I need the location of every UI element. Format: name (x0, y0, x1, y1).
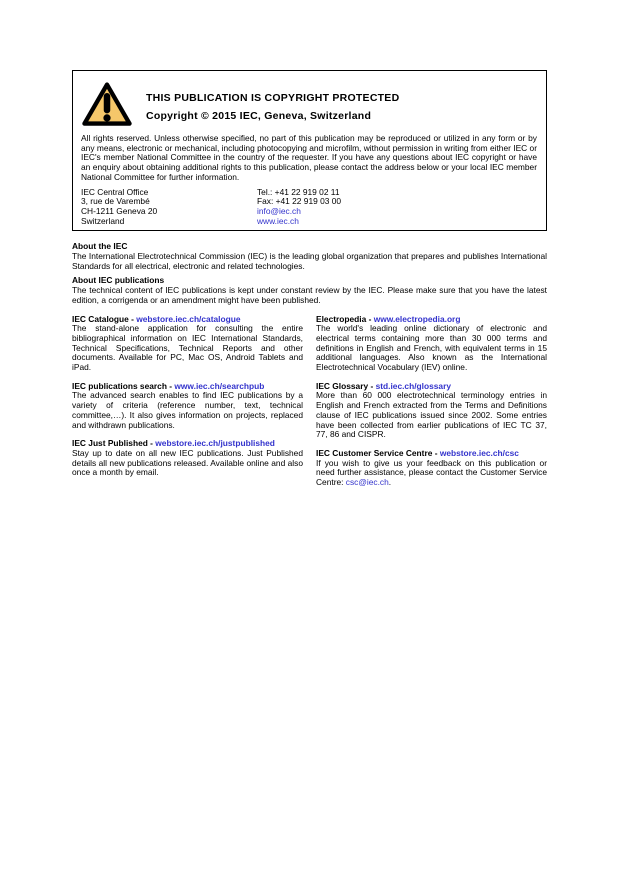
resource-label: IEC publications search - (72, 380, 175, 391)
resource-item-customer-service (316, 449, 547, 488)
resource-body: The advanced search enables to find IEC publications by a variety of criteria (reference number, text, technical committee,…). It also gives information on projects, replaced and withdrawn publications. (72, 390, 303, 430)
electropedia-link[interactable]: www.electropedia.org (373, 313, 461, 324)
resource-label: IEC Glossary - (316, 380, 376, 391)
address-line-street: 3, rue de Varembé (81, 196, 150, 207)
resource-item-glossary (316, 382, 547, 440)
address-line-city: CH-1211 Geneva 20 (81, 205, 158, 216)
section-about-publications (72, 276, 547, 305)
resource-item-just-published (72, 439, 303, 478)
csc-link[interactable]: webstore.iec.ch/csc (439, 447, 519, 458)
tel-line: Tel.: +41 22 919 02 11 (257, 186, 340, 197)
website-link[interactable]: www.iec.ch (257, 215, 299, 226)
resource-columns (72, 315, 547, 497)
resource-column-right (316, 315, 547, 497)
about-publications-heading: About IEC publications (72, 275, 165, 286)
email-link[interactable]: info@iec.ch (257, 205, 301, 216)
section-about-iec (72, 242, 547, 271)
resource-body: The world's leading online dictionary of electronic and electrical terms containing more than 30 000 terms and definitions in English and French, with equivalent terms in 15 additional languages. Also known as the International Electrotechnical Vocabulary (IEV) online. (316, 323, 547, 373)
searchpub-link[interactable]: www.iec.ch/searchpub (174, 380, 265, 391)
about-iec-heading: About the IEC (72, 241, 128, 252)
justpublished-link[interactable]: webstore.iec.ch/justpublished (155, 438, 275, 449)
resource-item-publications-search (72, 382, 303, 431)
resource-label: IEC Catalogue - (72, 313, 137, 324)
resource-body: The stand-alone application for consulting the entire bibliographical information on IEC International Standards, Technical Specifications, Technical Reports and other documents. Available for PC, Mac OS, Android Tablets and iPad. (72, 323, 303, 373)
resource-body-text: If you wish to give us your feedback on this publication or need further assistance, please contact the Customer Service Centre: (316, 457, 547, 488)
glossary-link[interactable]: std.iec.ch/glossary (375, 380, 451, 391)
resource-column-left (72, 315, 303, 497)
copyright-box (72, 70, 547, 231)
csc-email-link[interactable]: csc@iec.ch (345, 477, 389, 488)
resource-item-catalogue (72, 315, 303, 373)
resource-body: More than 60 000 electrotechnical terminology entries in English and French extracted from the Terms and Definitions clause of IEC publications issued since 2002. Some entries have been collected from earlier publications of IEC TC 37, 77, 86 and CISPR. (316, 390, 547, 440)
catalogue-link[interactable]: webstore.iec.ch/catalogue (136, 313, 241, 324)
resource-body-text: . (388, 477, 392, 488)
resource-label: IEC Customer Service Centre - (316, 447, 440, 458)
address-contact-column (257, 188, 433, 227)
resource-body: Stay up to date on all new IEC publications. Just Published details all new publications released. Available online and also once a month by email. (72, 447, 303, 478)
about-publications-body: The technical content of IEC publications is kept under constant review by the IEC. Please make sure that you have the latest edition, a corrigenda or an amendment might have been published. (72, 285, 547, 305)
address-postal-column (81, 188, 257, 227)
copyright-notice: All rights reserved. Unless otherwise specified, no part of this publication may be reproduced or utilized in any form or by any means, electronic or mechanical, including photocopying and microfilm, without permission in writing from either IEC or IEC's member National Committee in the country of the requester. If you have any questions about IEC copyright or have an enquiry about obtaining additional rights to this publication, please contact the address below or your local IEC member National Committee for further information. (81, 133, 537, 182)
copyright-subtitle: Copyright © 2015 IEC, Geneva, Switzerland (146, 110, 372, 122)
about-iec-body: The International Electrotechnical Commission (IEC) is the leading global organization that prepares and publishes International Standards for all electrical, electronic and related technologies. (72, 251, 547, 271)
copyright-title: THIS PUBLICATION IS COPYRIGHT PROTECTED (146, 92, 400, 104)
copyright-titles (146, 81, 399, 125)
address-block (81, 188, 537, 227)
warning-triangle-icon (81, 81, 133, 128)
resource-label: Electropedia - (316, 313, 374, 324)
resource-body (316, 459, 547, 488)
page-content (72, 70, 547, 497)
address-line-office: IEC Central Office (81, 186, 149, 197)
copyright-box-header (81, 81, 537, 128)
fax-line: Fax: +41 22 919 03 00 (257, 196, 342, 207)
resource-label: IEC Just Published - (72, 438, 156, 449)
resource-item-electropedia (316, 315, 547, 373)
address-line-country: Switzerland (81, 215, 125, 226)
